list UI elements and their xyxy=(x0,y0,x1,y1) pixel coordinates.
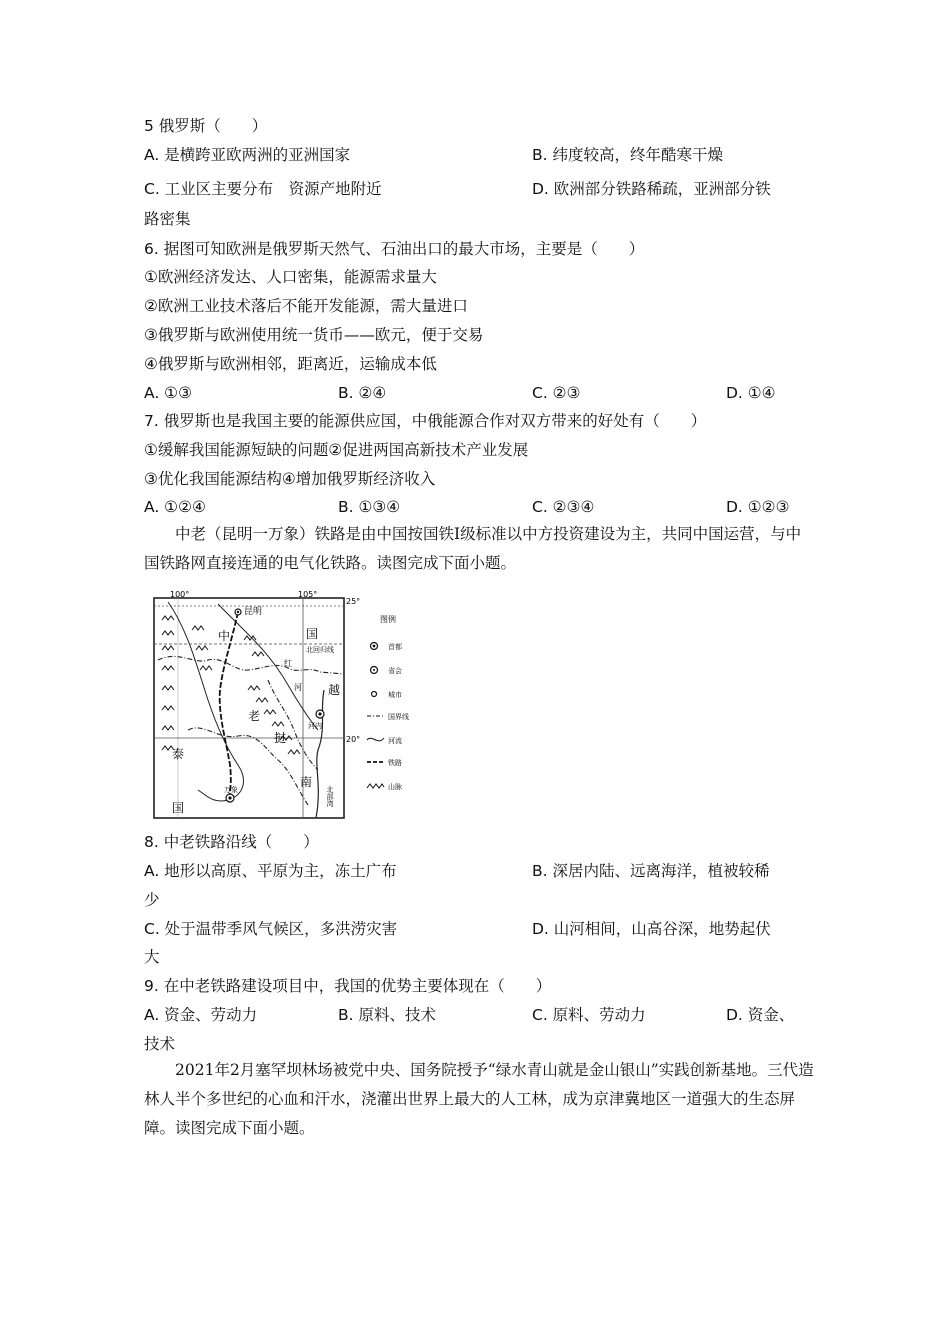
q9-option-b: B. 原料、技术 xyxy=(338,1006,436,1024)
q8-option-d: D. 山河相间，山高谷深，地势起伏 xyxy=(532,920,771,938)
thailand-label-2: 国 xyxy=(172,801,185,815)
q6-statement-1: ①欧洲经济发达、人口密集，能源需求量大 xyxy=(144,268,437,286)
lon-label-100: 100° xyxy=(170,590,190,599)
vientiane-label: 万象 xyxy=(224,786,238,794)
q7-statements-3-4: ③优化我国能源结构④增加俄罗斯经济收入 xyxy=(144,470,436,488)
q6-option-d: D. ①④ xyxy=(726,384,776,402)
intro-paragraph-saihanba: 2021年2月塞罕坝林场被党中央、国务院授予“绿水青山就是金山银山”实践创新基地。三代造林人半个多世纪的心血和汗水，浇灌出世界上最大的人工林，成为京津冀地区一道强大的生态屏障。读图完成下面小题。 xyxy=(144,1061,814,1137)
q6-statement-3: ③俄罗斯与欧洲使用统一货币——欧元，便于交易 xyxy=(144,326,484,344)
thailand-label-1: 泰 xyxy=(172,747,185,761)
q7-option-a: A. ①②④ xyxy=(144,498,206,516)
q7-option-d: D. ①②③ xyxy=(726,498,790,516)
q6-option-c: C. ②③ xyxy=(532,384,581,402)
laos-label-2: 挝 xyxy=(274,731,287,745)
map-legend xyxy=(366,608,428,808)
q5-option-b: B. 纬度较高，终年酷寒干燥 xyxy=(532,146,723,164)
vietnam-label-2: 南 xyxy=(300,775,313,789)
q5-option-c: C. 工业区主要分布 资源产地附近 xyxy=(144,180,382,198)
q5-option-d: D. 欧洲部分铁路稀疏，亚洲部分铁 xyxy=(532,180,771,198)
q6-statement-2: ②欧洲工业技术落后不能开发能源，需大量进口 xyxy=(144,297,468,315)
q5-stem: 5 俄罗斯（ ） xyxy=(144,117,268,135)
q8-option-c: C. 处于温带季风气候区，多洪涝灾害 xyxy=(144,920,398,938)
laos-label-1: 老 xyxy=(248,709,261,723)
q9-option-d-cont: 技术 xyxy=(144,1035,176,1053)
china-laos-railway-map xyxy=(148,590,361,824)
gulf-label: 北部湾 xyxy=(326,786,334,807)
legend-capital: 首都 xyxy=(388,643,402,651)
china-label-1: 中 xyxy=(218,629,231,643)
legend-title: 图例 xyxy=(380,615,396,624)
q7-option-b: B. ①③④ xyxy=(338,498,401,516)
q7-stem: 7. 俄罗斯也是我国主要的能源供应国，中俄能源合作对双方带来的好处有（ ） xyxy=(144,412,707,430)
hanoi-label: 河内 xyxy=(308,722,322,730)
q9-option-a: A. 资金、劳动力 xyxy=(144,1006,258,1024)
q8-option-d-cont: 大 xyxy=(144,948,160,966)
q6-option-b: B. ②④ xyxy=(338,384,387,402)
china-label-2: 国 xyxy=(306,627,319,641)
lat-label-25: 25° xyxy=(346,597,361,606)
q7-statements-1-2: ①缓解我国能源短缺的问题②促进两国高新技术产业发展 xyxy=(144,441,529,459)
lat-label-20: 20° xyxy=(346,735,361,744)
q6-option-a: A. ①③ xyxy=(144,384,192,402)
q8-option-b-cont: 少 xyxy=(144,891,160,909)
legend-city: 城市 xyxy=(388,691,402,699)
legend-mountain: 山脉 xyxy=(388,783,402,791)
q5-option-a: A. 是横跨亚欧两洲的亚洲国家 xyxy=(144,146,351,164)
vietnam-label-1: 越 xyxy=(328,683,341,697)
lon-label-105: 105° xyxy=(298,590,318,599)
q9-option-c: C. 原料、劳动力 xyxy=(532,1006,646,1024)
q6-statement-4: ④俄罗斯与欧洲相邻，距离近，运输成本低 xyxy=(144,355,437,373)
red-river-label-1: 红 xyxy=(284,659,292,668)
red-river-label-2: 河 xyxy=(294,683,302,692)
q5-option-d-cont: 路密集 xyxy=(144,210,191,228)
legend-provincial-capital: 省会 xyxy=(388,667,402,675)
q9-stem: 9. 在中老铁路建设项目中，我国的优势主要体现在（ ） xyxy=(144,977,552,995)
q7-option-c: C. ②③④ xyxy=(532,498,595,516)
kunming-label: 昆明 xyxy=(244,607,263,617)
q8-option-b: B. 深居内陆、远离海洋，植被较稀 xyxy=(532,862,770,880)
q9-option-d: D. 资金、 xyxy=(726,1006,795,1024)
tropic-label: 北回归线 xyxy=(306,646,334,654)
legend-border: 国界线 xyxy=(388,713,409,721)
legend-river: 河流 xyxy=(388,737,402,745)
q6-stem: 6. 据图可知欧洲是俄罗斯天然气、石油出口的最大市场，主要是（ ） xyxy=(144,240,645,258)
legend-railway: 铁路 xyxy=(388,759,402,767)
q8-option-a: A. 地形以高原、平原为主，冻土广布 xyxy=(144,862,397,880)
intro-paragraph-railway: 中老（昆明一万象）铁路是由中国按国铁Ⅰ级标准以中方投资建设为主，共同中国运营，与中国铁路网直接连通的电气化铁路。读图完成下面小题。 xyxy=(144,525,802,572)
q8-stem: 8. 中老铁路沿线（ ） xyxy=(144,833,319,851)
